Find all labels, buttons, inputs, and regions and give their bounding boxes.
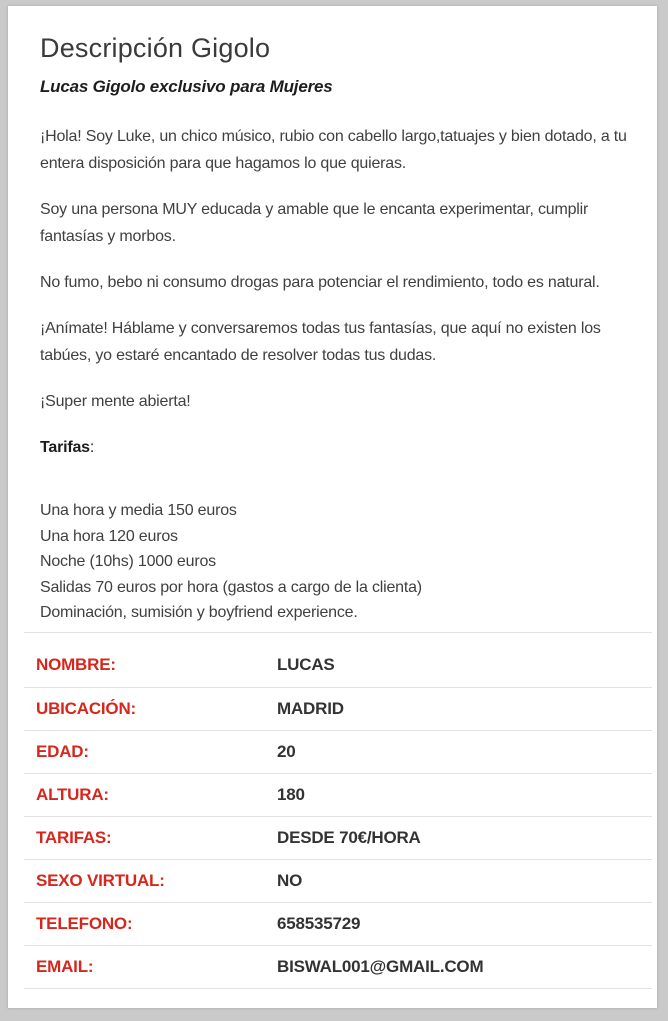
row-label: TELEFONO: (36, 913, 133, 933)
row-label: SEXO VIRTUAL: (36, 870, 165, 890)
table-row-telefono (24, 903, 652, 946)
description-paragraph: ¡Super mente abierta! (40, 393, 191, 410)
row-value: MADRID (277, 698, 344, 718)
table-row-nombre (24, 633, 652, 688)
row-value: 20 (277, 741, 296, 761)
page-title: Descripción Gigolo (40, 33, 271, 63)
row-value: NO (277, 870, 303, 890)
description-paragraph: ¡Anímate! Háblame y conversaremos todas tus fantasías, que aquí no existen los tabúes, yo estaré encantado de resolver todas tus dudas. (40, 320, 601, 364)
row-value: 658535729 (277, 913, 361, 933)
row-label: ALTURA: (36, 784, 109, 804)
table-row-email (24, 946, 652, 989)
rate-line: Noche (10hs) 1000 euros (40, 553, 216, 570)
row-label: EDAD: (36, 741, 89, 761)
rate-line: Una hora y media 150 euros (40, 502, 237, 519)
description-paragraph: ¡Hola! Soy Luke, un chico músico, rubio con cabello largo,tatuajes y bien dotado, a tu entera disposición para que hagamos lo que quieras. (40, 128, 627, 172)
table-row-altura (24, 774, 652, 817)
tarifas-heading-colon: : (89, 439, 95, 456)
row-value: 180 (277, 784, 305, 804)
row-value: DESDE 70€/HORA (277, 827, 421, 847)
tarifas-heading (40, 434, 627, 461)
table-row-sexo-virtual (24, 860, 652, 903)
tarifas-heading-label: Tarifas (40, 439, 90, 456)
row-value: BISWAL001@GMAIL.COM (277, 956, 484, 976)
rate-line: Una hora 120 euros (40, 527, 178, 545)
profile-card (8, 6, 657, 1008)
row-label: NOMBRE: (36, 654, 116, 674)
description-paragraph: No fumo, bebo ni consumo drogas para potenciar el rendimiento, todo es natural. (40, 274, 600, 291)
description-section (8, 6, 657, 626)
table-row-ubicacion (24, 688, 652, 731)
row-label: EMAIL: (36, 956, 94, 976)
profile-subtitle: Lucas Gigolo exclusivo para Mujeres (40, 77, 333, 96)
table-row-edad (24, 731, 652, 774)
rate-line: Salidas 70 euros por hora (gastos a cargo de la clienta) (40, 578, 422, 596)
rates-list (40, 498, 627, 626)
table-row-tarifas (24, 817, 652, 860)
row-label: TARIFAS: (36, 827, 112, 847)
row-label: UBICACIÓN: (36, 698, 136, 718)
profile-info-table (24, 632, 652, 989)
rate-line: Dominación, sumisión y boyfriend experience. (40, 604, 358, 621)
description-paragraph: Soy una persona MUY educada y amable que le encanta experimentar, cumplir fantasías y morbos. (40, 201, 589, 245)
row-value: LUCAS (277, 654, 335, 674)
